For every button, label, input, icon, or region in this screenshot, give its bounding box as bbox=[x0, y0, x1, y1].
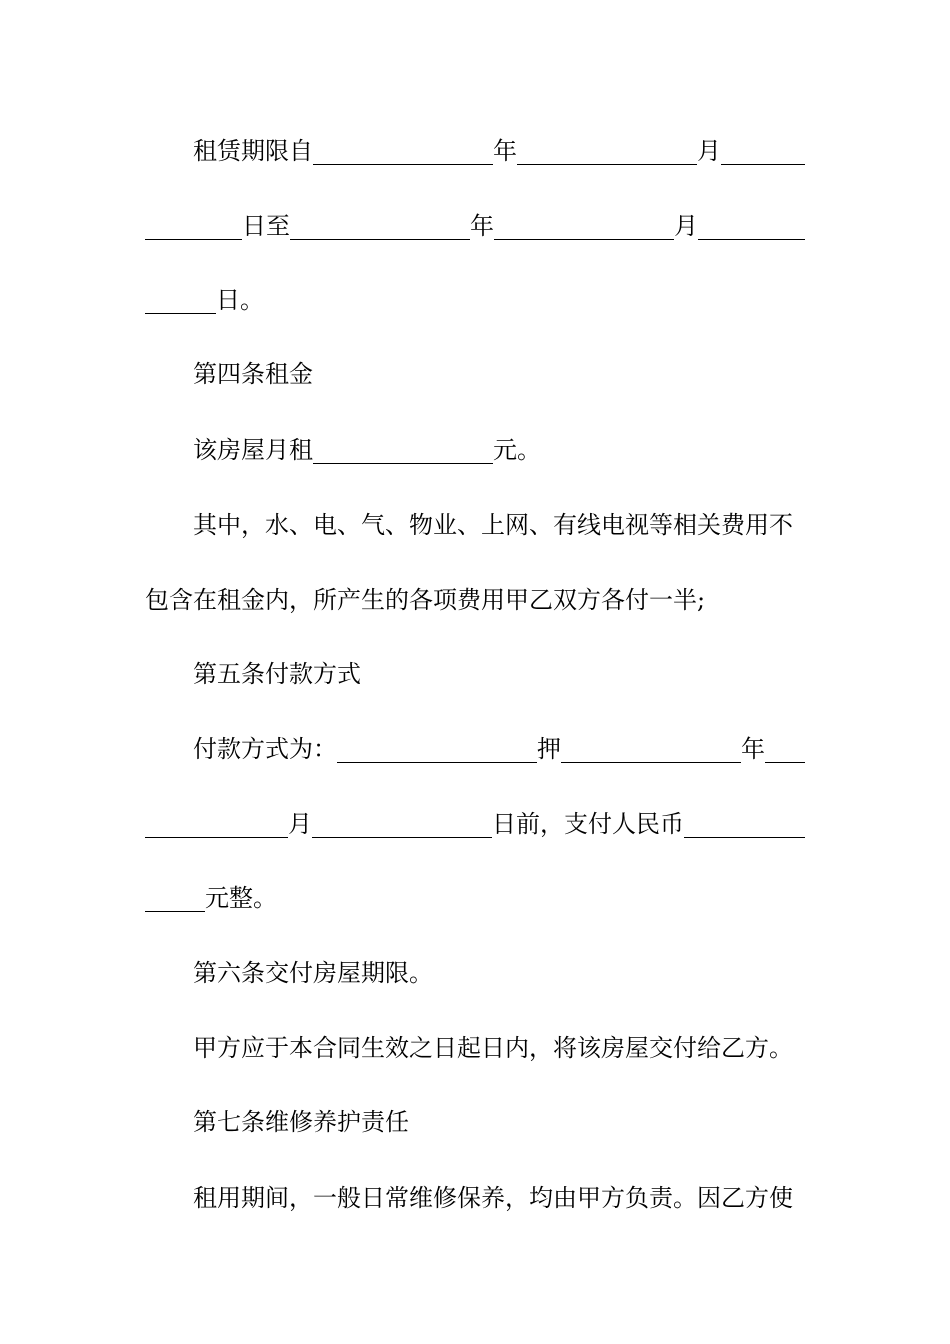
payment-month-blank-part1[interactable] bbox=[765, 734, 805, 763]
maintenance-line-1 bbox=[145, 1180, 805, 1216]
payment-amount-blank-part2[interactable] bbox=[145, 883, 205, 912]
maintenance-text-1: 租用期间，一般日常维修保养，均由甲方负责。因乙方使 bbox=[193, 1184, 793, 1212]
rent-line bbox=[145, 432, 805, 468]
end-year-label: 年 bbox=[470, 212, 494, 240]
delivery-line bbox=[145, 1030, 805, 1066]
end-day-blank-part2[interactable] bbox=[145, 285, 216, 314]
end-day-blank-part1[interactable] bbox=[698, 211, 805, 240]
start-month-blank[interactable] bbox=[517, 136, 697, 165]
payment-line-3 bbox=[145, 880, 805, 916]
payment-method-prefix: 付款方式为： bbox=[193, 735, 337, 763]
end-day-label: 日。 bbox=[216, 286, 264, 314]
start-month-label: 月 bbox=[697, 137, 721, 165]
end-month-blank[interactable] bbox=[494, 211, 674, 240]
fees-text-1: 其中，水、电、气、物业、上网、有线电视等相关费用不 bbox=[193, 511, 793, 539]
fees-text-2: 包含在租金内，所产生的各项费用甲乙双方各付一半; bbox=[145, 586, 706, 614]
rent-amount-blank[interactable] bbox=[313, 435, 493, 464]
rent-prefix: 该房屋月租 bbox=[193, 436, 313, 464]
lease-term-prefix: 租赁期限自 bbox=[193, 137, 313, 165]
article5-heading-text: 第五条付款方式 bbox=[193, 660, 361, 688]
payment-year-label: 年 bbox=[741, 735, 765, 763]
payment-month-blank-part2[interactable] bbox=[145, 809, 288, 838]
article6-heading bbox=[145, 955, 805, 991]
article6-heading-text: 第六条交付房屋期限。 bbox=[193, 959, 433, 987]
start-year-blank[interactable] bbox=[313, 136, 493, 165]
payment-before-label: 日前，支付人民币 bbox=[492, 810, 684, 838]
start-day-blank-part1[interactable] bbox=[721, 136, 805, 165]
payment-day-blank[interactable] bbox=[312, 809, 492, 838]
lease-term-line-3 bbox=[145, 282, 805, 318]
article4-heading-text: 第四条租金 bbox=[193, 360, 313, 388]
article4-heading bbox=[145, 356, 805, 392]
article7-heading bbox=[145, 1104, 805, 1140]
lease-term-line-1 bbox=[145, 133, 805, 169]
payment-amount-suffix: 元整。 bbox=[205, 884, 277, 912]
payment-method-blank[interactable] bbox=[337, 734, 537, 763]
payment-line-1 bbox=[145, 731, 805, 767]
end-month-label: 月 bbox=[674, 212, 698, 240]
fees-line-1 bbox=[145, 507, 805, 543]
fees-line-2 bbox=[145, 582, 805, 618]
lease-term-line-2 bbox=[145, 208, 805, 244]
delivery-text: 甲方应于本合同生效之日起日内，将该房屋交付给乙方。 bbox=[193, 1034, 793, 1062]
deposit-label: 押 bbox=[537, 735, 561, 763]
deposit-blank[interactable] bbox=[561, 734, 741, 763]
payment-amount-blank-part1[interactable] bbox=[684, 809, 805, 838]
rent-suffix: 元。 bbox=[493, 436, 541, 464]
start-day-label: 日至 bbox=[242, 212, 290, 240]
article7-heading-text: 第七条维修养护责任 bbox=[193, 1108, 409, 1136]
end-year-blank[interactable] bbox=[290, 211, 470, 240]
start-year-label: 年 bbox=[493, 137, 517, 165]
payment-month-label: 月 bbox=[288, 810, 312, 838]
payment-line-2 bbox=[145, 806, 805, 842]
start-day-blank-part2[interactable] bbox=[145, 211, 242, 240]
article5-heading bbox=[145, 656, 805, 692]
